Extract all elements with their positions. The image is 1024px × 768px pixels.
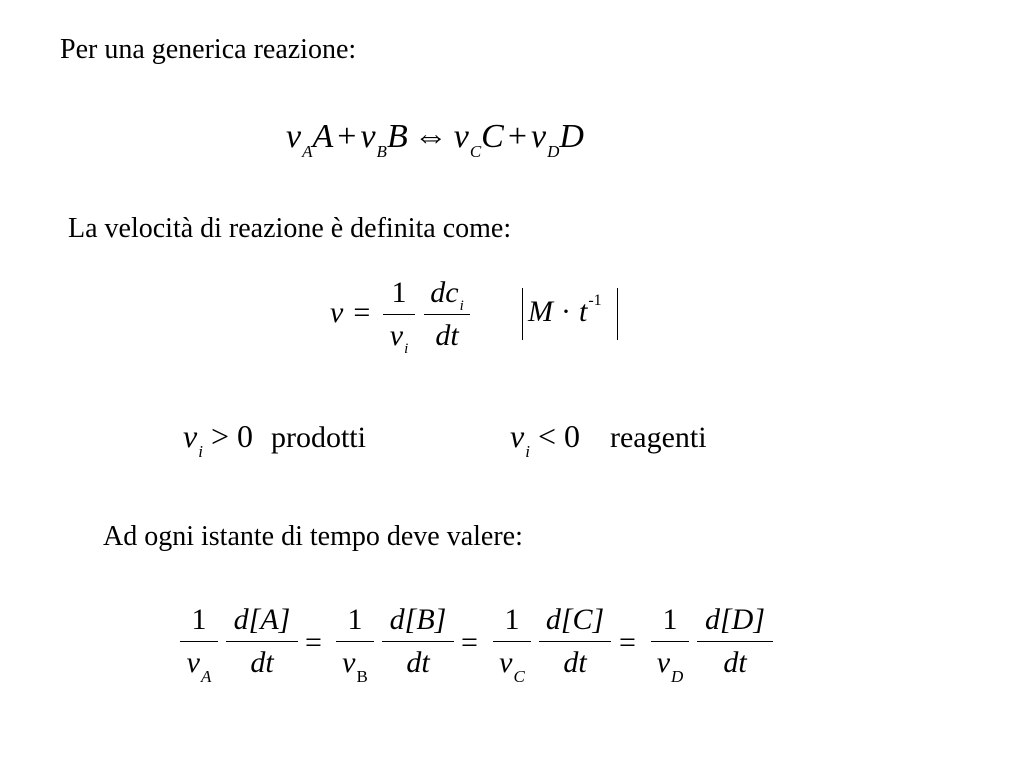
term-d-derivative: [697, 605, 773, 678]
term-b-one-over-nu: [336, 603, 374, 686]
nu-subscript: B: [356, 667, 368, 686]
equals-sign: =: [619, 626, 636, 659]
species-a: A: [312, 118, 334, 155]
unit-t: t: [579, 295, 588, 328]
nu-i-subscript: i: [404, 341, 409, 357]
plus-sign: +: [337, 118, 357, 155]
nu-b: ν: [360, 118, 376, 155]
rate-v: v: [330, 296, 344, 329]
derivative-numerator: d[A]: [233, 603, 291, 636]
nu-a: ν: [286, 118, 302, 155]
rate-symbol: [330, 298, 374, 328]
denominator-nu-c: [493, 642, 531, 686]
units-expression: [528, 292, 602, 328]
heading-every-instant: Ad ogni istante di tempo deve valere:: [103, 521, 523, 552]
nu: ν: [499, 646, 513, 679]
heading-rate-definition: La velocità di reazione è definita come:: [68, 213, 512, 244]
denominator-nu-a: [180, 642, 218, 686]
unit-m: M: [528, 295, 553, 328]
nu-i-subscript: i: [525, 442, 530, 461]
nu-subscript: C: [513, 667, 525, 686]
sign-reagents: [510, 418, 707, 461]
derivative-numerator: d[C]: [545, 603, 605, 636]
derivative-denominator: dt: [250, 646, 274, 679]
term-b-derivative: [382, 605, 454, 678]
derivative-denominator: dt: [563, 646, 587, 679]
nu-subscript: D: [671, 667, 684, 686]
numerator-one: 1: [504, 603, 520, 636]
zero: 0: [236, 418, 253, 454]
derivative-denominator: dt: [406, 646, 430, 679]
nu-i-subscript: i: [198, 442, 203, 461]
numerator-one: 1: [191, 603, 207, 636]
denominator-nu-d: [651, 642, 689, 686]
nu-d: ν: [531, 118, 547, 155]
equals-sign: =: [461, 626, 478, 659]
term-c-derivative: [539, 605, 611, 678]
c-subscript: i: [459, 298, 464, 314]
fraction-numerator: [424, 278, 470, 314]
greater-than: >: [210, 418, 229, 454]
derivative-denominator: dt: [723, 646, 747, 679]
derivative-numerator: d[B]: [389, 603, 447, 636]
numerator-one: 1: [662, 603, 678, 636]
term-a-derivative: [226, 605, 298, 678]
nu-b-subscript: B: [376, 142, 387, 161]
plus-sign: +: [507, 118, 528, 155]
equilibrium-arrow: ⇔: [413, 118, 448, 155]
nu-a-subscript: A: [302, 142, 313, 161]
fraction-numerator: 1: [391, 276, 407, 309]
nu-i: ν: [183, 418, 198, 454]
nu: ν: [186, 646, 200, 679]
nu-c: ν: [453, 118, 469, 155]
nu-i: ν: [510, 418, 525, 454]
equals-sign: =: [305, 626, 322, 659]
nu-i: ν: [389, 319, 404, 352]
nu: ν: [656, 646, 671, 679]
term-a-one-over-nu: [180, 603, 218, 686]
unit-exponent: -1: [588, 292, 602, 309]
derivative-numerator: d[D]: [704, 603, 765, 636]
dc-text: dc: [430, 276, 459, 309]
less-than: <: [537, 418, 556, 454]
label-prodotti: prodotti: [270, 421, 366, 454]
denominator-nu-b: [336, 642, 374, 686]
species-d: D: [559, 118, 584, 155]
species-b: B: [386, 118, 408, 155]
equals-sign: =: [353, 296, 371, 329]
fraction-denominator: [383, 315, 415, 357]
unit-dot: ·: [561, 295, 571, 328]
numerator-one: 1: [347, 603, 363, 636]
heading-generic-reaction: Per una generica reazione:: [60, 34, 357, 65]
fraction-denominator: dt: [435, 319, 459, 352]
nu: ν: [342, 646, 356, 679]
nu-c-subscript: C: [469, 142, 482, 161]
species-c: C: [481, 118, 504, 155]
reaction-equation: [286, 118, 584, 161]
nu-d-subscript: D: [547, 142, 560, 161]
label-reagenti: reagenti: [609, 421, 707, 454]
fraction-dc-over-dt: [424, 278, 470, 351]
nu-subscript: A: [200, 667, 212, 686]
sign-products: [183, 418, 366, 461]
term-c-one-over-nu: [493, 603, 531, 686]
term-d-one-over-nu: [651, 603, 689, 686]
fraction-one-over-nu: [383, 276, 415, 357]
zero: 0: [563, 418, 580, 454]
